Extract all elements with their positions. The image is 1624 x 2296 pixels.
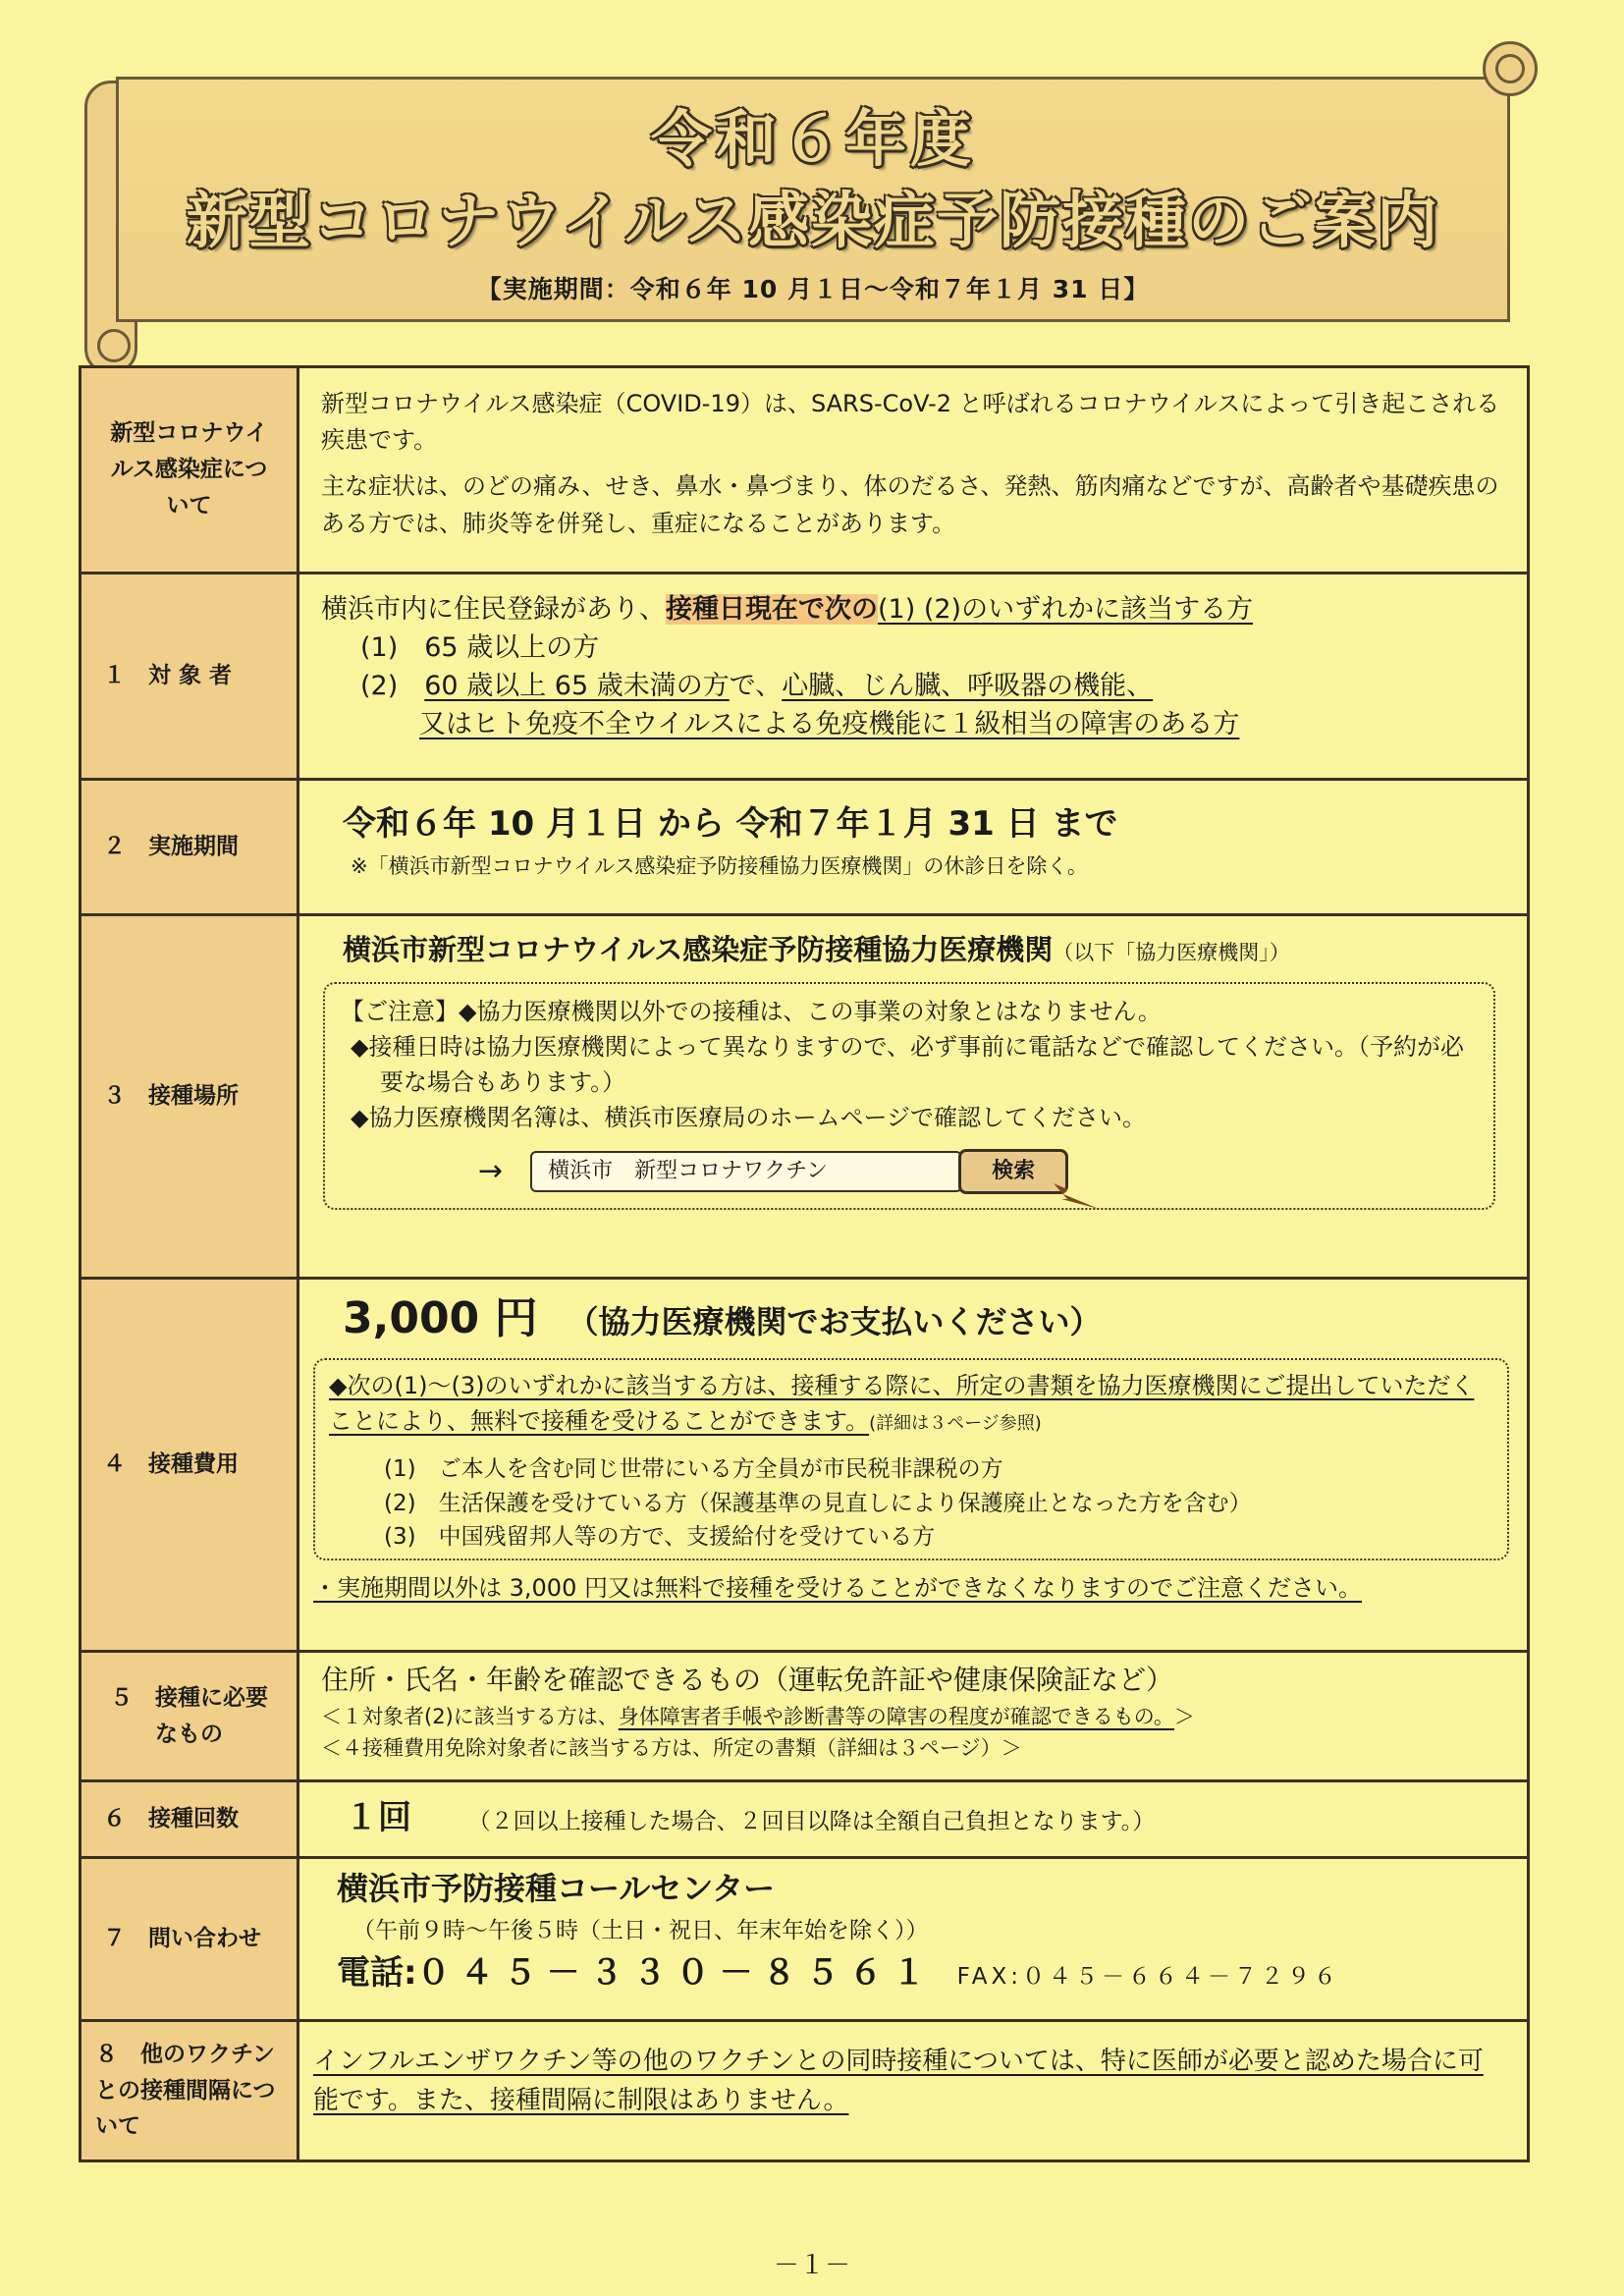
info-table xyxy=(79,365,1530,2162)
title-year: 令和６年度 xyxy=(650,103,975,175)
page-number: －１－ xyxy=(773,2251,850,2280)
target-lead-a: 横浜市内に住民登録があり、 xyxy=(321,594,666,625)
label-count: ６ 接種回数 xyxy=(81,1782,299,1856)
fee-amount: 3,000 円 xyxy=(343,1293,538,1343)
target-item-2-b: で、 xyxy=(729,671,783,702)
caution-head: 【ご注意】◆協力医療機関以外での接種は、この事業の対象とはなりません。 xyxy=(341,997,1162,1025)
target-item-2-num: (2) xyxy=(360,671,399,702)
row-bring xyxy=(81,1653,1527,1782)
page-title: 新型コロナウイルス感染症予防接種のご案内 xyxy=(186,185,1440,256)
count-main: １回 xyxy=(345,1798,411,1837)
fee-exempt-3: (3) 中国残留邦人等の方で、支援給付を受けている方 xyxy=(384,1524,936,1551)
bring-note-2: ＜４接種費用免除対象者に該当する方は、所定の書類（詳細は３ページ）＞ xyxy=(321,1735,1022,1760)
phone-number[interactable]: ０４５－３３０－８５６１ xyxy=(416,1952,936,1993)
target-lead-b: 接種日現在で次の xyxy=(666,594,878,625)
cursor-pointer-icon xyxy=(1054,1183,1099,1209)
fee-exempt-ref: (詳細は３ページ参照) xyxy=(869,1413,1042,1435)
bring-note-1-b: 身体障害者手帳や診断書等の障害の程度が確認できるもの。 xyxy=(618,1705,1174,1729)
bring-note-1 xyxy=(321,1703,1507,1731)
count-note: （２回以上接種した場合、２回目以降は全額自己負担となります。） xyxy=(467,1809,1156,1834)
period-note: ※「横浜市新型コロナウイルス感染症予防接種協力医療機関」の休診日を除く。 xyxy=(351,853,1088,878)
bring-note-1-c: ＞ xyxy=(1173,1705,1195,1729)
row-fee xyxy=(81,1280,1527,1653)
row-period xyxy=(81,781,1527,916)
target-item-2-d: 又はヒト免疫不全ウイルスによる免疫機能に１級相当の障害のある方 xyxy=(419,709,1240,740)
search-button-label: 検索 xyxy=(992,1159,1036,1184)
label-period: ２ 実施期間 xyxy=(81,781,299,913)
label-about: 新型コロナウイルス感染症について xyxy=(81,368,299,572)
search-row xyxy=(341,1149,1480,1194)
caution-item-1: ◆接種日時は協力医療機関によって異なりますので、必ず事前に電話などで確認してください。（予約が必要な場合もあります。） xyxy=(351,1032,1464,1096)
target-item-2 xyxy=(321,667,1507,705)
caution-item-2: ◆協力医療機関名簿は、横浜市医療局のホームページで確認してください。 xyxy=(351,1103,1146,1131)
fee-exempt-lead: ◆次の(1)～(3)のいずれかに該当する方は、接種する際に、所定の書類を協力医療機関にご提出していただくことにより、無料で接種を受けることができます。 xyxy=(329,1372,1475,1436)
other-vaccines-text: インフルエンザワクチン等の他のワクチンとの同時接種については、特に医師が必要と認めた場合に可能です。また、接種間隔に制限はありません。 xyxy=(313,2047,1484,2116)
label-fee: ４ 接種費用 xyxy=(81,1280,299,1650)
arrow-right-icon: → xyxy=(478,1154,504,1189)
target-item-2-c: 心臓、じん臓、呼吸器の機能、 xyxy=(782,671,1154,702)
target-lead xyxy=(321,590,1507,629)
search-button[interactable] xyxy=(958,1149,1068,1194)
contact-name: 横浜市予防接種コールセンター xyxy=(337,1870,776,1907)
about-paragraph-1: 新型コロナウイルス感染症（COVID-19）は、SARS-CoV-2 と呼ばれるコロナウイルスによって引き起こされる疾患です。 xyxy=(321,390,1500,455)
fee-warning: ・実施期間以外は 3,000 円又は無料で接種を受けることができなくなりますのでご注意ください。 xyxy=(313,1573,1362,1602)
search-input[interactable]: 横浜市 新型コロナワクチン xyxy=(530,1151,962,1192)
contact-hours: （午前９時～午後５時（土日・祝日、年末年始を除く）） xyxy=(352,1917,929,1943)
target-item-2-a: 60 歳以上 65 歳未満の方 xyxy=(424,671,730,702)
caution-box xyxy=(323,982,1495,1210)
about-paragraph-2: 主な症状は、のどの痛み、せき、鼻水・鼻づまり、体のだるさ、発熱、筋肉痛などですが、高齢者や基礎疾患のある方では、肺炎等を併発し、重症になることがあります。 xyxy=(321,472,1499,537)
bring-main: 住所・氏名・年齢を確認できるもの（運転免許証や健康保険証など） xyxy=(321,1664,1174,1696)
place-main-suffix: （以下「協力医療機関」） xyxy=(1053,941,1290,964)
fee-amount-note: （協力医療機関でお支払いください） xyxy=(567,1303,1102,1340)
tel-label: 電話: xyxy=(337,1952,417,1993)
row-about xyxy=(81,368,1527,574)
label-contact: ７ 問い合わせ xyxy=(81,1859,299,2019)
period-main: 令和６年 10 月１日 から 令和７年１月 31 日 まで xyxy=(343,804,1118,844)
label-target: １ 対 象 者 xyxy=(81,574,299,778)
fee-exemption-box xyxy=(313,1358,1509,1560)
label-place: ３ 接種場所 xyxy=(81,916,299,1277)
implementation-period-banner: 【実施期間：令和６年 10 月１日～令和７年１月 31 日】 xyxy=(476,275,1150,303)
place-main: 横浜市新型コロナウイルス感染症予防接種協力医療機関 xyxy=(343,933,1054,966)
row-place xyxy=(81,916,1527,1280)
fax-number: FAX:０４５－６６４－７２９６ xyxy=(956,1963,1340,1990)
bring-note-1-a: ＜１対象者(2)に該当する方は、 xyxy=(321,1705,619,1729)
banner-scroll-right-decoration xyxy=(1483,41,1538,96)
label-other-vaccines: ８ 他のワクチンとの接種間隔について xyxy=(81,2022,299,2159)
row-target xyxy=(81,574,1527,781)
row-other-vaccines xyxy=(81,2022,1527,2159)
target-lead-c: (1) (2)のいずれかに該当する方 xyxy=(878,594,1254,625)
label-bring: ５ 接種に必要なもの xyxy=(81,1653,299,1779)
row-count xyxy=(81,1782,1527,1859)
target-item-1: (1) 65 歳以上の方 xyxy=(360,632,600,664)
fee-exempt-2: (2) 生活保護を受けている方（保護基準の見直しにより保護廃止となった方を含む） xyxy=(384,1490,1252,1516)
row-contact xyxy=(81,1859,1527,2022)
fee-exempt-1: (1) ご本人を含む同じ世帯にいる方全員が市民税非課税の方 xyxy=(384,1456,1003,1483)
